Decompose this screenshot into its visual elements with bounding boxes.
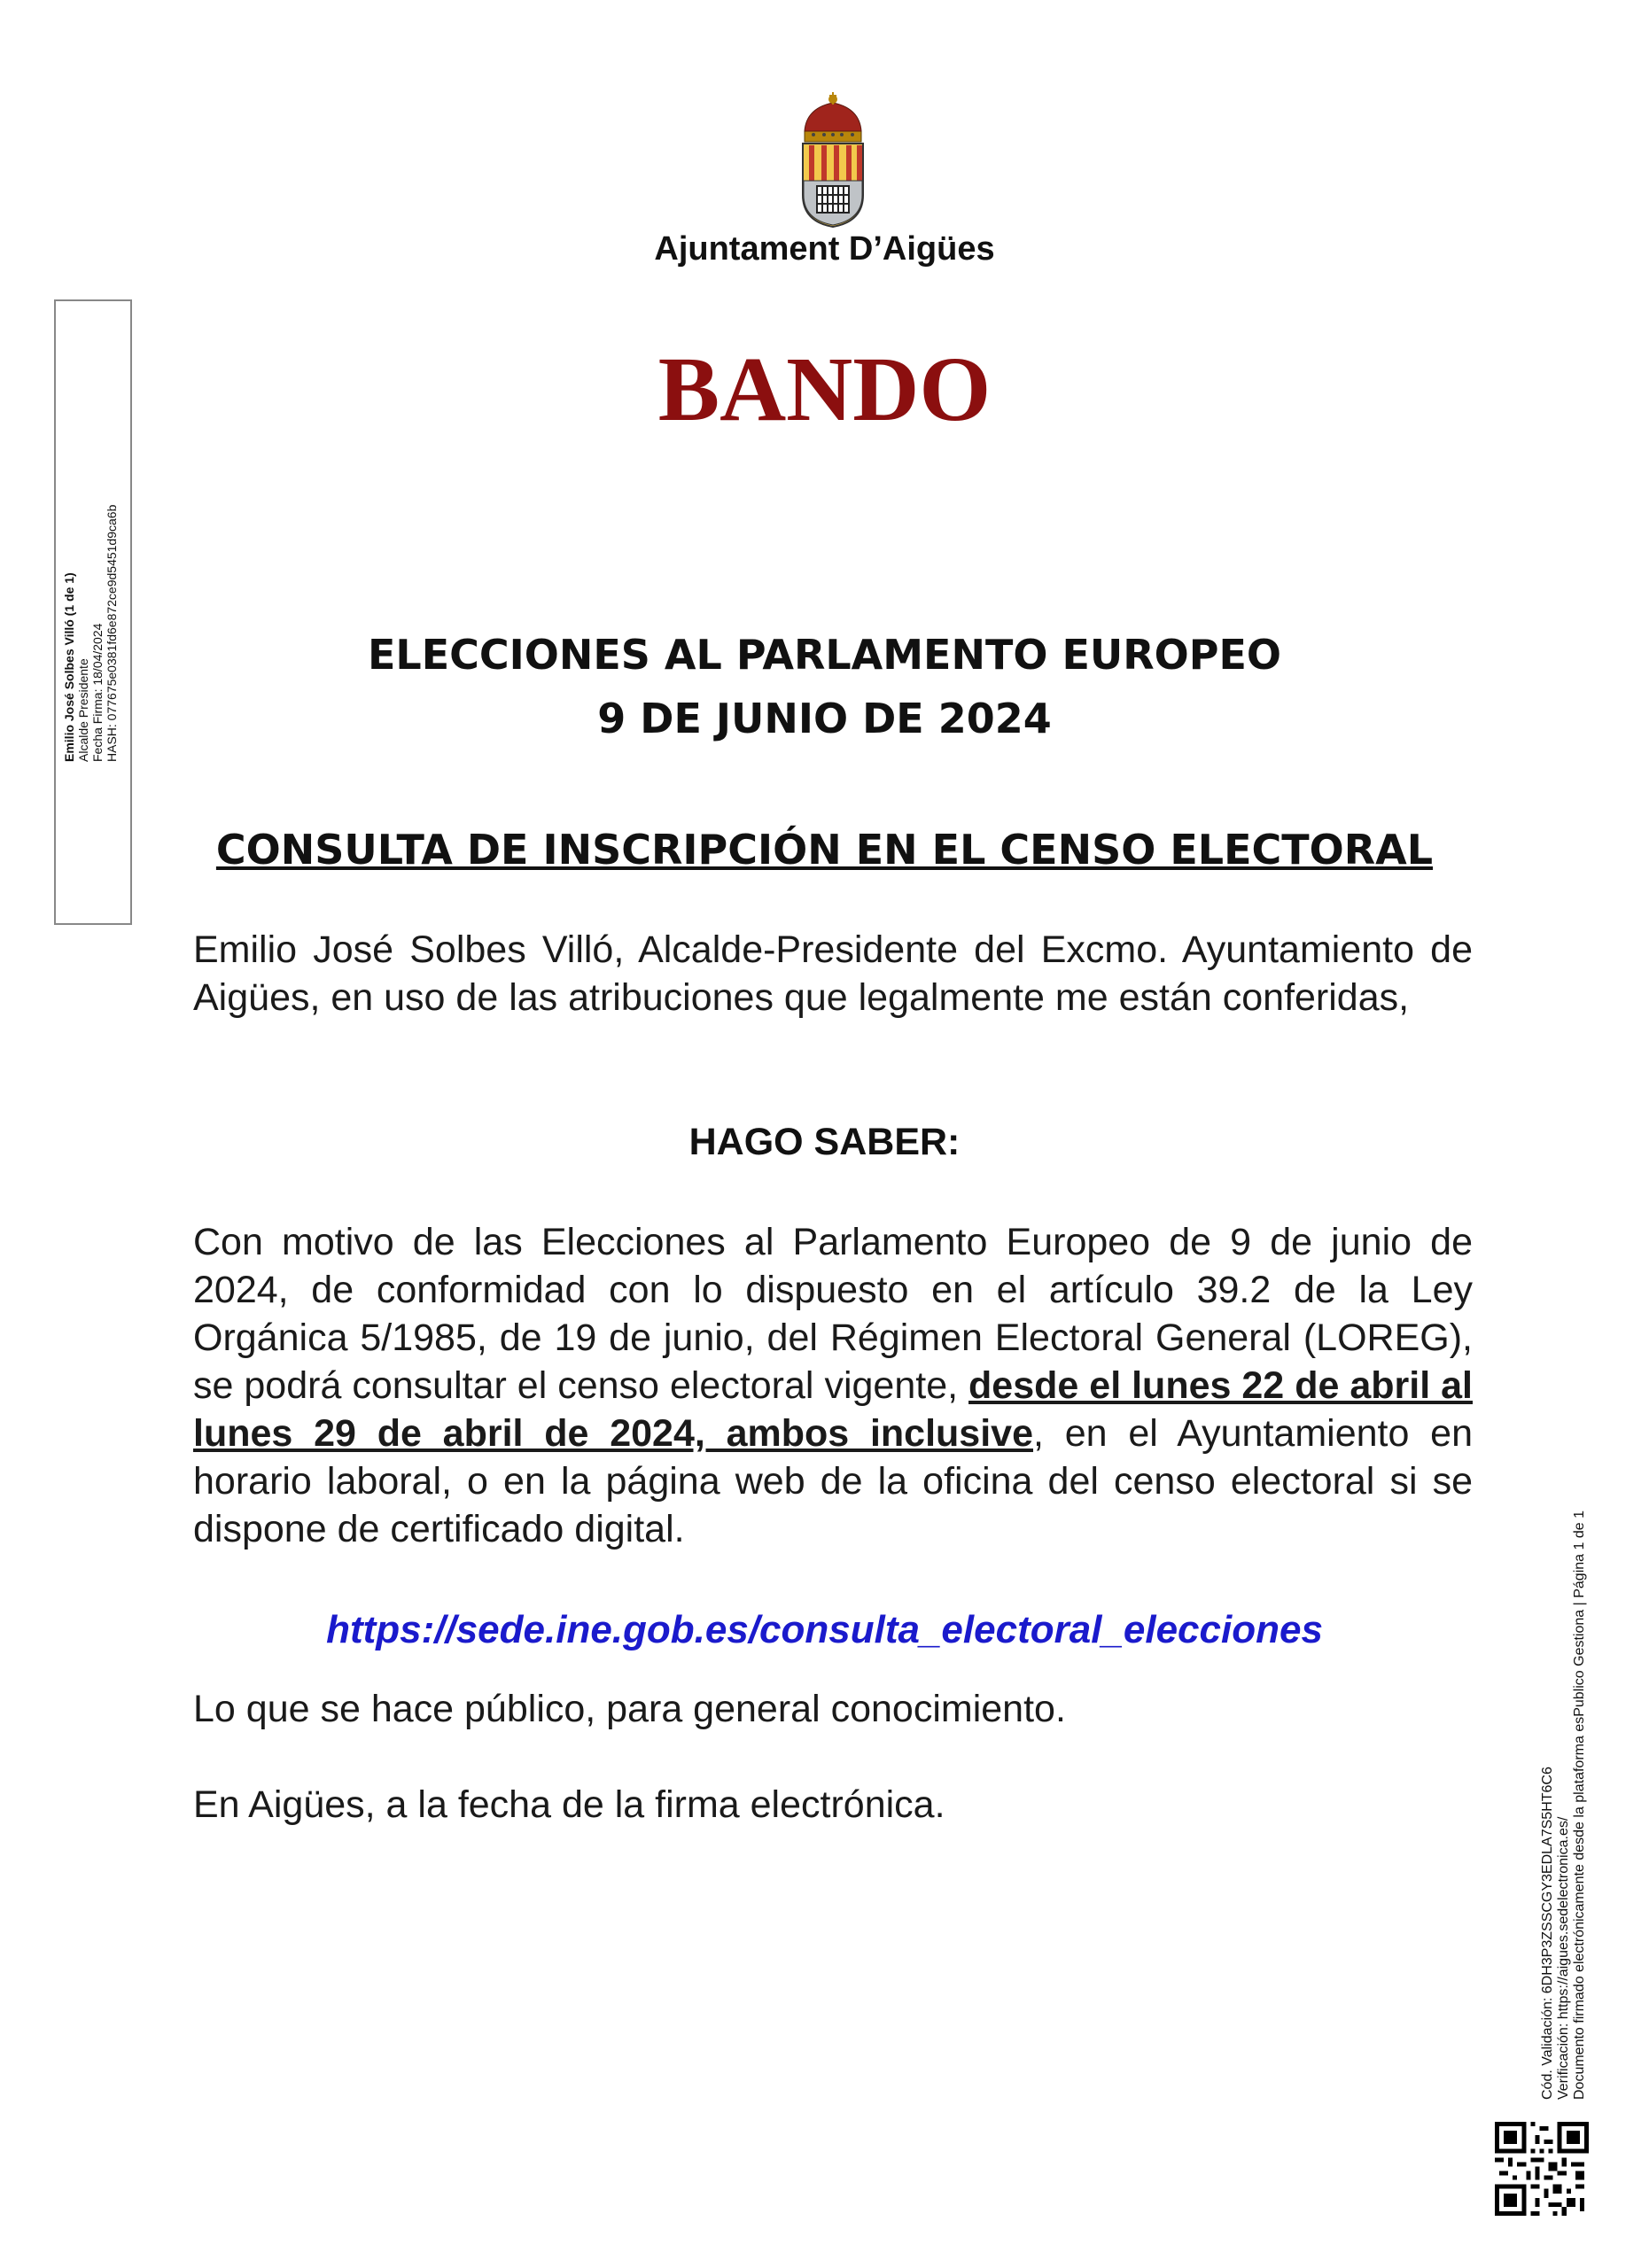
bando-title: BANDO (657, 338, 992, 440)
signature-role: Alcalde Presidente (76, 658, 90, 762)
validation-platform: Documento firmado electrónicamente desde la plataforma esPublico Gestiona | Página 1 de 1 (1572, 1511, 1587, 2100)
validation-code: Cód. Validación: 6DH3P3ZSSCGY3EDLA7S5HT6C6 (1540, 1767, 1555, 2100)
validation-block (1540, 1511, 1588, 2100)
signature-hash: HASH: 077675e0381fd6e872ce9d5451d9ca6b (105, 504, 119, 762)
consulta-heading: CONSULTA DE INSCRIPCIÓN EN EL CENSO ELECTORAL (215, 826, 1434, 874)
intro-paragraph: Emilio José Solbes Villó, Alcalde-Presidente del Excmo. Ayuntamiento de Aigües, en uso de las atribuciones que legalmente me están conferidas, (193, 928, 1473, 1019)
qr-code (1495, 2122, 1589, 2216)
validation-url: Verificación: https://aigues.sedelectronica.es/ (1556, 1816, 1571, 2100)
election-heading: ELECCIONES AL PARLAMENTO EUROPEO (367, 631, 1282, 679)
hago-saber-heading: HAGO SABER: (688, 1121, 961, 1163)
main-paragraph-text: Con motivo de las Elecciones al Parlamento Europeo de 9 de junio de 2024, de conformidad con lo dispuesto en el artículo 39.2 de la Ley Orgánica 5/1985, de 19 de junio, del Régimen Electoral General (LOREG), se podrá consultar el censo electoral vigente, (193, 1221, 1473, 1407)
signature-signer: Emilio José Solbes Villó (1 de 1) (62, 572, 76, 762)
signature-stamp (62, 505, 119, 762)
closing-line-date: En Aigües, a la fecha de la firma electrónica. (193, 1783, 945, 1826)
council-name: Ajuntament D’Aigües (654, 230, 995, 268)
census-link[interactable]: https://sede.ine.gob.es/consulta_electoral_elecciones (326, 1608, 1323, 1651)
main-paragraph-text-end: , en el Ayuntamiento en horario laboral, o en la página web de la oficina del censo electoral si se dispone de certificado digital. (193, 1412, 1473, 1550)
signature-date: Fecha Firma: 18/04/2024 (90, 623, 105, 762)
election-date-heading: 9 DE JUNIO DE 2024 (597, 695, 1052, 742)
date-range-highlight: desde el lunes 22 de abril al lunes 29 de abril de 2024, ambos inclusive (193, 1364, 1473, 1455)
main-paragraph (193, 1218, 1473, 1553)
closing-line-public: Lo que se hace público, para general conocimiento. (193, 1688, 1066, 1730)
coat-of-arms-logo (789, 89, 877, 230)
